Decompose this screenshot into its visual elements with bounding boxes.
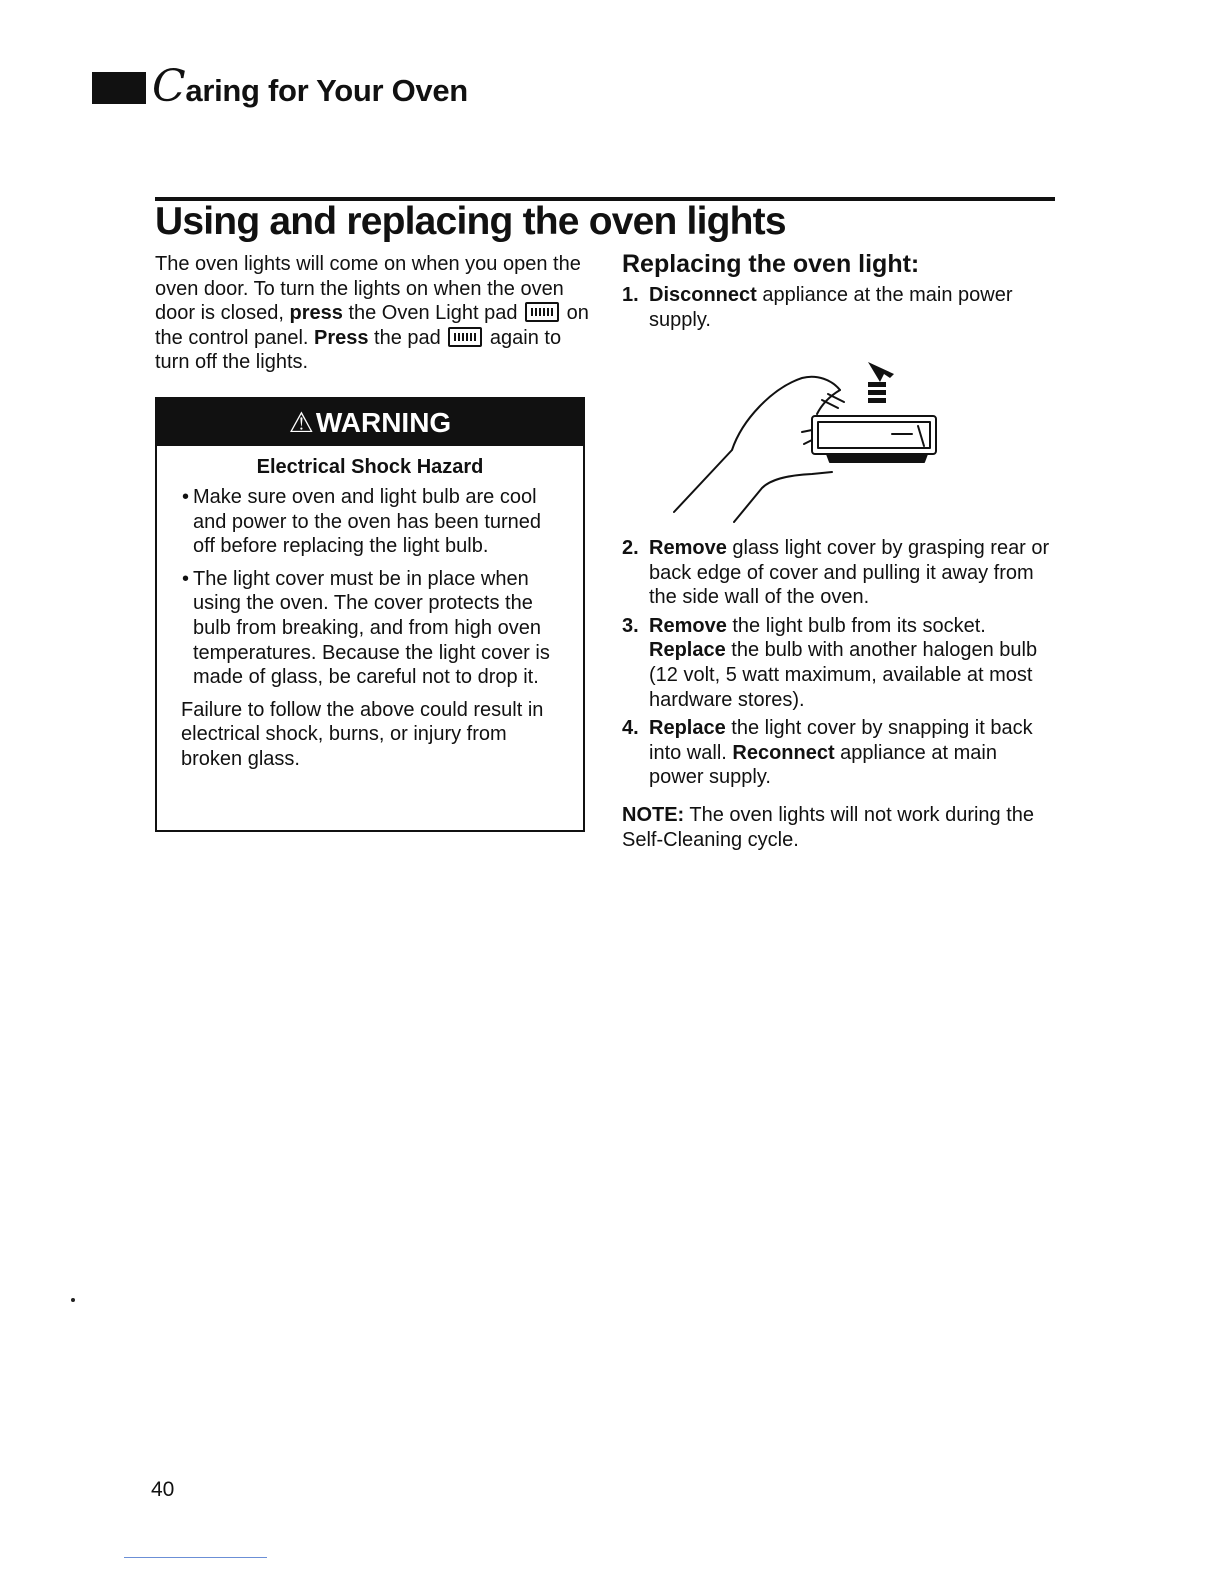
step-item: 1. Disconnect appliance at the main power supply. <box>622 284 1013 331</box>
oven-light-pad-icon <box>448 327 482 347</box>
chapter-icon <box>92 72 146 104</box>
page-title: Using and replacing the oven lights <box>155 200 786 243</box>
section-subtitle: Replacing the oven light: <box>622 250 920 278</box>
step-list <box>622 283 1052 336</box>
step-item: 4. Replace the light cover by snapping it back into wall. Reconnect appliance at main power supply. <box>622 717 1033 789</box>
warning-icon: ⚠ <box>288 407 314 438</box>
scan-mark <box>71 1298 75 1302</box>
warning-label: WARNING <box>315 406 452 438</box>
intro-paragraph: The oven lights will come on when you open the oven door. To turn the lights on when the oven door is closed, press the Oven Light pad on the control panel. Press the pad again to turn off the lights. <box>155 253 589 374</box>
note-paragraph: NOTE: The oven lights will not work during the Self-Cleaning cycle. <box>622 804 1035 851</box>
chapter-title: Caring for Your Oven <box>152 61 468 112</box>
page-footer-line <box>124 1557 267 1558</box>
warning-footer: Failure to follow the above could result in electrical shock, burns, or injury from broken glass. <box>181 698 544 770</box>
warning-bullet: • The light cover must be in place when using the oven. The cover protects the bulb from breaking, and from high oven temperatures. Because the light cover is made of glass, be careful not to drop it. <box>182 567 550 689</box>
warning-bullet: • Make sure oven and light bulb are cool and power to the oven has been turned off before replacing the light bulb. <box>182 486 542 558</box>
step-item: 3. Remove the light bulb from its socket. Replace the bulb with another halogen bulb (12 volt, 5 watt maximum, available at most hardware stores). <box>622 614 1038 711</box>
warning-box <box>155 397 585 832</box>
oven-light-pad-icon <box>525 302 559 322</box>
step-item: 2. Remove glass light cover by grasping rear or back edge of cover and pulling it away from the side wall of the oven. <box>622 537 1050 609</box>
hand-removing-light-cover-illustration <box>662 360 962 530</box>
warning-banner <box>157 399 583 446</box>
page-number: 40 <box>151 1478 175 1501</box>
step-list <box>622 536 1052 794</box>
warning-heading: Electrical Shock Hazard <box>256 456 484 478</box>
